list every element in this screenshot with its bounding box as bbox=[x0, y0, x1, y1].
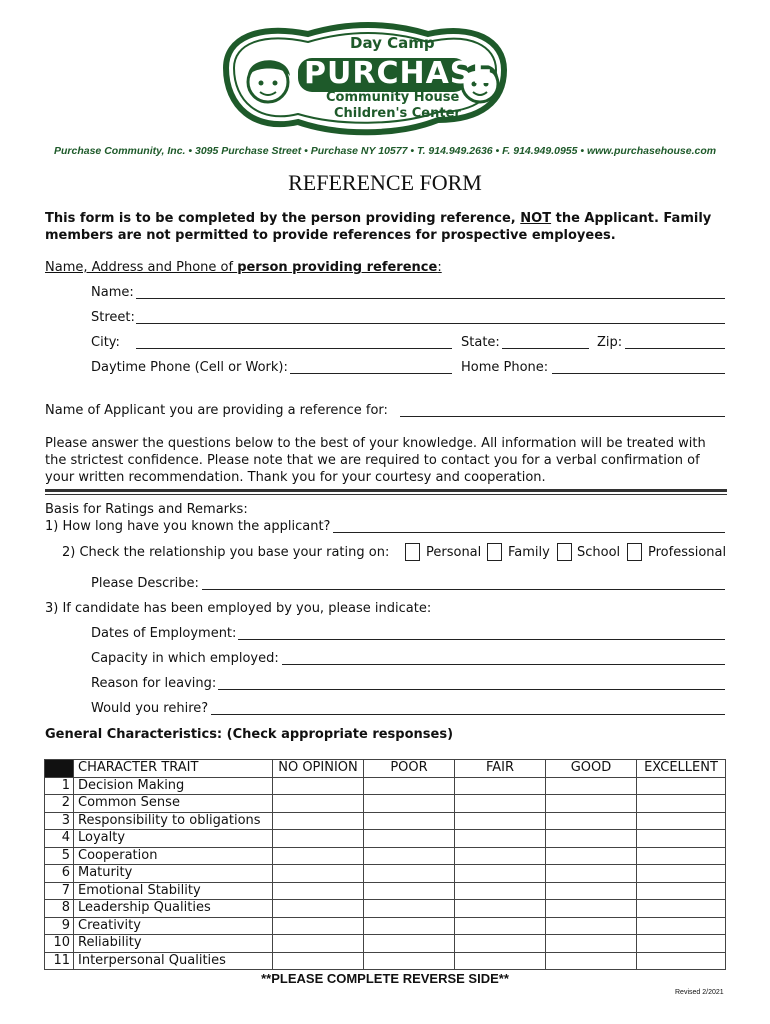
rating-cell-poor[interactable] bbox=[364, 917, 455, 935]
table-row bbox=[45, 865, 726, 883]
revision-date: Revised 2/2021 bbox=[675, 989, 724, 996]
family-label: Family bbox=[508, 545, 550, 560]
rating-cell-excellent[interactable] bbox=[637, 777, 726, 795]
rating-cell-poor[interactable] bbox=[364, 865, 455, 883]
rating-cell-good[interactable] bbox=[546, 917, 637, 935]
row-number: 4 bbox=[45, 830, 74, 848]
logo bbox=[218, 20, 510, 138]
rating-cell-excellent[interactable] bbox=[637, 795, 726, 813]
row-number: 10 bbox=[45, 935, 74, 953]
rating-cell-excellent[interactable] bbox=[637, 865, 726, 883]
row-number: 11 bbox=[45, 952, 74, 970]
home-phone-label: Home Phone: bbox=[461, 360, 549, 375]
intro-part-b: the Applicant. Family bbox=[551, 211, 712, 226]
header-poor: POOR bbox=[364, 760, 455, 778]
general-characteristics-label: General Characteristics: (Check appropriate responses) bbox=[45, 727, 454, 742]
daytime-phone-label: Daytime Phone (Cell or Work): bbox=[91, 360, 288, 375]
daytime-phone-field[interactable] bbox=[290, 373, 452, 374]
rating-cell-fair[interactable] bbox=[455, 900, 546, 918]
row-trait: Responsibility to obligations bbox=[74, 812, 273, 830]
header-no-opinion: NO OPINION bbox=[273, 760, 364, 778]
name-label: Name: bbox=[91, 285, 134, 300]
rating-cell-excellent[interactable] bbox=[637, 812, 726, 830]
header-fair: FAIR bbox=[455, 760, 546, 778]
rating-cell-fair[interactable] bbox=[455, 795, 546, 813]
rating-cell-excellent[interactable] bbox=[637, 935, 726, 953]
row-number: 9 bbox=[45, 917, 74, 935]
form-title: REFERENCE FORM bbox=[288, 170, 482, 195]
zip-field[interactable] bbox=[625, 348, 725, 349]
name-field[interactable] bbox=[136, 298, 725, 299]
logo-sub2-text: Children's Center bbox=[334, 106, 461, 121]
rating-cell-poor[interactable] bbox=[364, 777, 455, 795]
header-trait: CHARACTER TRAIT bbox=[74, 760, 273, 778]
rating-cell-no-opinion[interactable] bbox=[273, 812, 364, 830]
describe-field[interactable] bbox=[202, 589, 725, 590]
home-phone-field[interactable] bbox=[552, 373, 725, 374]
rating-cell-good[interactable] bbox=[546, 935, 637, 953]
question-3-label: 3) If candidate has been employed by you, please indicate: bbox=[45, 601, 432, 616]
street-label: Street: bbox=[91, 310, 135, 325]
basis-label: Basis for Ratings and Remarks: bbox=[45, 502, 248, 517]
table-row bbox=[45, 917, 726, 935]
row-trait: Leadership Qualities bbox=[74, 900, 273, 918]
rating-cell-no-opinion[interactable] bbox=[273, 847, 364, 865]
describe-label: Please Describe: bbox=[91, 576, 199, 591]
rating-cell-excellent[interactable] bbox=[637, 830, 726, 848]
section-divider bbox=[45, 489, 727, 492]
known-duration-field[interactable] bbox=[333, 532, 725, 533]
table-row bbox=[45, 830, 726, 848]
rating-cell-no-opinion[interactable] bbox=[273, 900, 364, 918]
rating-cell-poor[interactable] bbox=[364, 935, 455, 953]
rating-cell-good[interactable] bbox=[546, 900, 637, 918]
instructions-line-2: the strictest confidence. Please note that we are required to contact you for a verbal confirmation of bbox=[45, 453, 700, 468]
section-divider-thin bbox=[45, 494, 727, 495]
rating-cell-poor[interactable] bbox=[364, 952, 455, 970]
professional-label: Professional bbox=[648, 545, 727, 560]
heading-part-c: : bbox=[437, 260, 442, 275]
rehire-label: Would you rehire? bbox=[91, 701, 209, 716]
applicant-name-label: Name of Applicant you are providing a reference for: bbox=[45, 403, 388, 418]
intro-line-2: members are not permitted to provide references for prospective employees. bbox=[45, 228, 616, 243]
question-2-label: 2) Check the relationship you base your rating on: bbox=[62, 545, 390, 560]
reverse-side-notice: **PLEASE COMPLETE REVERSE SIDE** bbox=[261, 971, 509, 986]
table-row bbox=[45, 935, 726, 953]
reason-label: Reason for leaving: bbox=[91, 676, 217, 691]
city-label: City: bbox=[91, 335, 120, 350]
logo-top-text: Day Camp bbox=[350, 34, 435, 52]
rating-cell-poor[interactable] bbox=[364, 882, 455, 900]
logo-main-text: PURCHASE bbox=[304, 56, 494, 91]
rating-cell-fair[interactable] bbox=[455, 830, 546, 848]
table-row bbox=[45, 777, 726, 795]
street-field[interactable] bbox=[136, 323, 725, 324]
row-number: 2 bbox=[45, 795, 74, 813]
character-trait-table bbox=[44, 759, 726, 970]
heading-part-b: person providing reference bbox=[237, 260, 438, 275]
row-trait: Emotional Stability bbox=[74, 882, 273, 900]
rating-cell-good[interactable] bbox=[546, 830, 637, 848]
kid-left-icon bbox=[248, 60, 290, 102]
rating-cell-no-opinion[interactable] bbox=[273, 795, 364, 813]
dates-label: Dates of Employment: bbox=[91, 626, 237, 641]
question-1-label: 1) How long have you known the applicant? bbox=[45, 519, 331, 534]
rating-cell-fair[interactable] bbox=[455, 812, 546, 830]
zip-label: Zip: bbox=[597, 335, 623, 350]
rating-cell-poor[interactable] bbox=[364, 795, 455, 813]
rating-cell-no-opinion[interactable] bbox=[273, 865, 364, 883]
capacity-label: Capacity in which employed: bbox=[91, 651, 279, 666]
rating-cell-good[interactable] bbox=[546, 952, 637, 970]
rating-cell-fair[interactable] bbox=[455, 865, 546, 883]
rating-cell-good[interactable] bbox=[546, 795, 637, 813]
dates-field[interactable] bbox=[238, 639, 725, 640]
intro-part-a: This form is to be completed by the person providing reference, bbox=[45, 211, 521, 226]
capacity-field[interactable] bbox=[282, 664, 725, 665]
rating-cell-good[interactable] bbox=[546, 777, 637, 795]
rating-cell-no-opinion[interactable] bbox=[273, 882, 364, 900]
reason-field[interactable] bbox=[218, 689, 725, 690]
rating-cell-fair[interactable] bbox=[455, 917, 546, 935]
rating-cell-fair[interactable] bbox=[455, 935, 546, 953]
rating-cell-poor[interactable] bbox=[364, 847, 455, 865]
row-trait: Reliability bbox=[74, 935, 273, 953]
table-row bbox=[45, 952, 726, 970]
row-number: 6 bbox=[45, 865, 74, 883]
state-label: State: bbox=[461, 335, 500, 350]
rating-cell-excellent[interactable] bbox=[637, 917, 726, 935]
reference-person-heading bbox=[45, 260, 442, 275]
rating-cell-good[interactable] bbox=[546, 865, 637, 883]
table-row bbox=[45, 882, 726, 900]
instructions-line-3: your written recommendation. Thank you for your courtesy and cooperation. bbox=[45, 470, 546, 485]
row-trait: Common Sense bbox=[74, 795, 273, 813]
table-row bbox=[45, 795, 726, 813]
rating-cell-fair[interactable] bbox=[455, 777, 546, 795]
header-excellent: EXCELLENT bbox=[637, 760, 726, 778]
rating-cell-good[interactable] bbox=[546, 812, 637, 830]
instructions-line-1: Please answer the questions below to the best of your knowledge. All information will be treated with bbox=[45, 436, 706, 451]
school-label: School bbox=[577, 545, 621, 560]
rating-cell-excellent[interactable] bbox=[637, 952, 726, 970]
professional-checkbox[interactable] bbox=[627, 543, 642, 561]
rating-cell-fair[interactable] bbox=[455, 882, 546, 900]
rating-cell-excellent[interactable] bbox=[637, 900, 726, 918]
header-number-cell bbox=[45, 760, 74, 778]
family-checkbox[interactable] bbox=[487, 543, 502, 561]
rating-cell-excellent[interactable] bbox=[637, 847, 726, 865]
state-field[interactable] bbox=[502, 348, 589, 349]
school-checkbox[interactable] bbox=[557, 543, 572, 561]
intro-line-1 bbox=[45, 211, 711, 226]
row-number: 5 bbox=[45, 847, 74, 865]
rating-cell-good[interactable] bbox=[546, 882, 637, 900]
rating-cell-good[interactable] bbox=[546, 847, 637, 865]
row-number: 1 bbox=[45, 777, 74, 795]
row-trait: Loyalty bbox=[74, 830, 273, 848]
logo-sub1-text: Community House bbox=[326, 90, 460, 105]
rating-cell-excellent[interactable] bbox=[637, 882, 726, 900]
row-trait: Maturity bbox=[74, 865, 273, 883]
row-trait: Decision Making bbox=[74, 777, 273, 795]
row-trait: Cooperation bbox=[74, 847, 273, 865]
rating-cell-poor[interactable] bbox=[364, 812, 455, 830]
row-trait: Interpersonal Qualities bbox=[74, 952, 273, 970]
rating-cell-fair[interactable] bbox=[455, 847, 546, 865]
organization-contact-line: Purchase Community, Inc. • 3095 Purchase Street • Purchase NY 10577 • T. 914.949.2636 • F. 914.949.0955 • www.purchasehouse.com bbox=[54, 145, 717, 157]
personal-label: Personal bbox=[426, 545, 482, 560]
personal-checkbox[interactable] bbox=[405, 543, 420, 561]
intro-not: NOT bbox=[520, 211, 552, 226]
table-row bbox=[45, 847, 726, 865]
row-trait: Creativity bbox=[74, 917, 273, 935]
row-number: 7 bbox=[45, 882, 74, 900]
row-number: 3 bbox=[45, 812, 74, 830]
city-field[interactable] bbox=[136, 348, 452, 349]
rating-cell-no-opinion[interactable] bbox=[273, 917, 364, 935]
table-header-row bbox=[45, 760, 726, 778]
row-number: 8 bbox=[45, 900, 74, 918]
applicant-name-field[interactable] bbox=[400, 416, 725, 417]
header-good: GOOD bbox=[546, 760, 637, 778]
rating-cell-no-opinion[interactable] bbox=[273, 830, 364, 848]
rating-cell-poor[interactable] bbox=[364, 900, 455, 918]
rehire-field[interactable] bbox=[211, 714, 725, 715]
table-row bbox=[45, 812, 726, 830]
rating-cell-no-opinion[interactable] bbox=[273, 952, 364, 970]
rating-cell-no-opinion[interactable] bbox=[273, 935, 364, 953]
table-row bbox=[45, 900, 726, 918]
rating-cell-fair[interactable] bbox=[455, 952, 546, 970]
rating-cell-no-opinion[interactable] bbox=[273, 777, 364, 795]
rating-cell-poor[interactable] bbox=[364, 830, 455, 848]
heading-part-a: Name, Address and Phone of bbox=[45, 260, 238, 275]
